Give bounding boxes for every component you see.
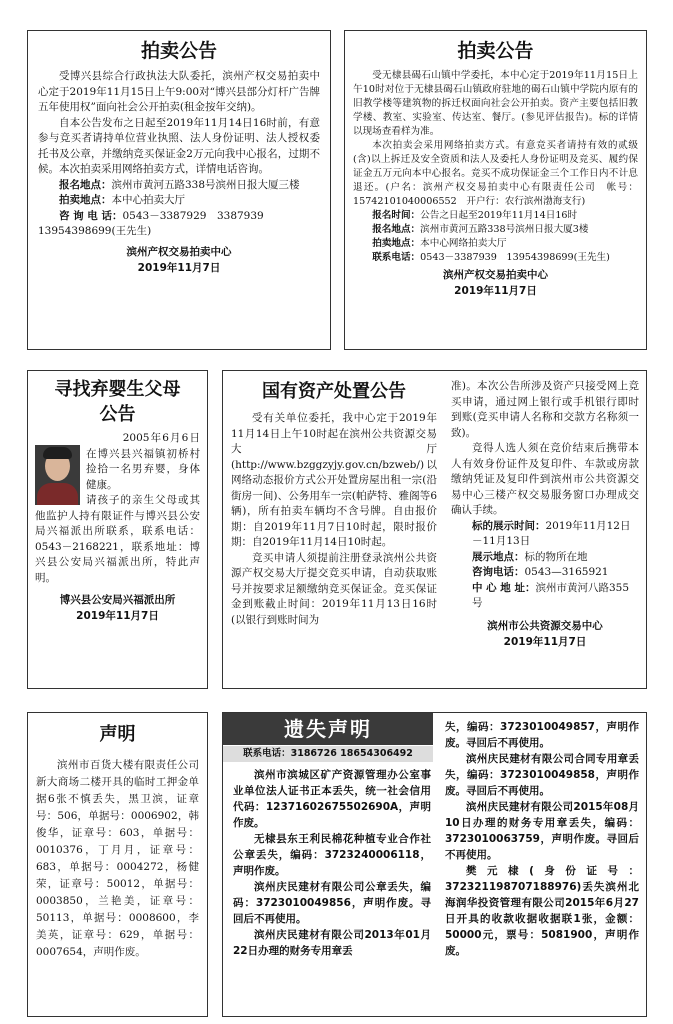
lost-item: 滨州庆民建材有限公司2013年01月22日办理的财务专用章丢: [233, 929, 431, 957]
notice-paragraph: 本次拍卖会采用网络拍卖方式。有意竞买者请持有效的贰级(含)以上拆迁及安全资质和法人及委托人身份证明及竞买、履约保证金五万元向本中心报名。竞买不成功保证金三个工作日内不计息退还。(户名：滨州产权交易拍卖中心有限责任公司 帐号：15742101040006552 开户行：农行滨州渤海支行): [353, 140, 638, 207]
left-column: [233, 767, 431, 959]
notice-paragraph: 受无棣县碣石山镇中学委托，本中心定于2019年11月15日上午10时对位于无棣县碣石山镇政府驻地的碣石山镇中学院内原有的旧教学楼等建筑物的拆迁权面向社会公开拍卖。资产主要包括旧教学楼、教室、实验室、传达室、餐厅。(参见评估报告)。标的详情以现场查看样为准。: [353, 70, 638, 137]
info-rows: [353, 209, 638, 265]
info-row: 标的展示时间：2019年11月12日－11月13日: [472, 519, 631, 547]
lost-declaration-notice: [222, 712, 647, 1017]
child-photo: [35, 445, 80, 505]
state-asset-disposal-notice: [222, 370, 647, 689]
notice-paragraph: 受博兴县综合行政执法大队委托，滨州产权交易拍卖中心定于2019年11月15日上午9:00对“博兴县部分灯杆广告牌五年使用权”面向社会公开拍卖(租金按年交纳)。: [38, 70, 320, 113]
info-row: 联系电话：0543－3387939 13954398699(王先生): [372, 252, 610, 263]
signature-org: 滨州市公共资源交易中心: [487, 619, 603, 632]
signature-date: 2019年11月7日: [76, 610, 159, 622]
declaration-notice: [27, 712, 208, 1017]
info-row: 中 心 地 址：滨州市黄河八路355号: [472, 581, 630, 609]
lost-item: 滨州庆民建材有限公司合同专用章丢失，编码：3723010049858，声明作废。寻回后不再使用。: [445, 753, 639, 797]
info-row: 拍卖地点：本中心网络拍卖大厅: [372, 238, 507, 249]
lost-item: 滨州庆民建材有限公司2015年08月10日办理的财务专用章丢失，编码：3723010063759，声明作废。寻回后不再使用。: [445, 801, 639, 861]
notice-title: 拍卖公告: [140, 40, 217, 62]
info-row: 报名地点：滨州市黄河五路338号滨州日报大厦3楼: [372, 224, 589, 235]
notice-paragraph: 自本公告发布之日起至2019年11月14日16时前，有意参与竞买者请持单位营业执照、法人身份证明、法人授权委托书及公章，并缴纳竞买保证金2万元向我中心报名，过期不候。本次拍卖采用网络拍卖方式，详情电话咨询。: [38, 116, 320, 175]
notice-title: [35, 377, 200, 427]
signature-date: 2019年11月7日: [137, 261, 221, 274]
notice-paragraph: 竞得人选人须在竞价结束后携带本人有效身份证件及复印件、车款或房款缴纳凭证及复印件到滨州市公共资源交易中心三楼产权交易服务窗口办理成交确认手续。: [451, 442, 639, 516]
lost-item: 滨州庆民建材有限公司公章丢失，编码：3723010049856，声明作废。寻回后不再使用。: [233, 881, 431, 925]
signature-date: 2019年11月7日: [454, 285, 537, 297]
info-rows: [451, 519, 639, 612]
notice-paragraph: 准)。本次公告所涉及资产只接受网上竞买申请，通过网上银行或手机银行即时到账(竞买申请人名称和交款方名称须一致)。: [451, 380, 639, 439]
auction-location: 拍卖地点：本中心拍卖大厅: [59, 194, 185, 206]
notice-title: 声明: [99, 724, 136, 745]
content: [35, 431, 200, 586]
notice-text: 2005年6月6日在博兴县兴福镇初桥村捡拾一名男弃婴，身体健康。: [86, 432, 200, 491]
signature-date: 2019年11月7日: [503, 635, 587, 648]
header-banner: [223, 713, 433, 745]
auction-notice-wudi: [344, 30, 647, 350]
contact-phone-2: 13954398699(王先生): [38, 225, 152, 237]
notice-text: 滨州市百货大楼有限责任公司新大商场二楼开具的临时工押金单据6张不慎丢失，黑卫滨，证章号：506，单据号：0006902，韩俊华，证章号：603，单据号：0010376，丁月月，证章号：683，单据号：0004272，杨健荣，证章号：50012，单据号：0003850，兰艳美，证章号：50113，单据号：0008600，李美英，证章号：629，单据号：0007654，声明作废。: [36, 759, 199, 958]
contact-phone: 咨 询 电 话：0543－3387929 3387939: [59, 209, 264, 222]
info-row: 咨询电话：0543—3165921: [472, 566, 609, 578]
left-column: [231, 377, 437, 628]
right-column: [451, 379, 639, 650]
lost-item: 滨州市滨城区矿产资源管理办公室事业单位法人证书正本丢失，统一社会信用代码：12371602675502690A，声明作废。: [233, 769, 431, 829]
right-column: [445, 719, 639, 959]
info-row: 报名时间：公告之日起至2019年11月14日16时: [372, 210, 578, 221]
lost-item: 失，编码：3723010049857，声明作废。寻回后不再使用。: [445, 721, 639, 749]
foundling-notice: [27, 370, 208, 689]
title-line-1: 寻找弃婴生父母: [54, 379, 181, 400]
signature-org: 滨州产权交易拍卖中心: [443, 269, 548, 281]
notice-paragraph: 竞买申请人须提前注册登录滨州公共资源产权交易大厅提交竞买申请，自动获取账号并按要求足额缴纳竞买保证金。竞买保证金到账截止时间：2019年11月13日16时(以银行到账时间为: [231, 551, 437, 626]
contact-bar: 联系电话：3186726 18654306492: [223, 746, 433, 762]
signature-org: 博兴县公安局兴福派出所: [59, 594, 176, 606]
notice-text: 请孩子的亲生父母或其他监护人持有限证件与博兴县公安局兴福派出所联系，联系电话：0543－2168221，联系地址：博兴县公安局兴福派出所，特此声明。: [35, 494, 200, 584]
info-row: 展示地点：标的物所在地: [472, 550, 588, 563]
notice-title: 拍卖公告: [457, 40, 534, 62]
signature-org: 滨州产权交易拍卖中心: [126, 245, 232, 258]
lost-item: 无棣县东王利民棉花种植专业合作社公章丢失，编码：3723240006118，声明作废。: [233, 833, 431, 877]
notice-paragraph: 受有关单位委托，我中心定于2019年11月14日上午10时起在滨州公共资源交易大厅(http://www.bzggzyjy.gov.cn/bzweb/)以网络动态报价方式公开处置房屋出租一宗(沿街房一间)、公务用车一宗(帕萨特、雅阁等6辆)，所有拍卖车辆均不含号牌。自由报价期：自2019年11月7日10时起，限时报价期：自2019年11月14日10时起。: [231, 412, 437, 548]
auction-notice-boxing: [27, 30, 331, 350]
title-line-2: 公告: [99, 404, 136, 425]
reg-location: 报名地点：滨州市黄河五路338号滨州日报大厦三楼: [59, 178, 300, 191]
notice-title: 遗失声明: [284, 717, 372, 741]
notice-title: 国有资产处置公告: [262, 381, 406, 402]
lost-item: 樊元棣(身份证号：372321198707188976)丢失滨州北海润华投资管理有限公司2015年6月27日开具的收款收据收据联1张，金额：50000元，票号：5081900，声明作废。: [445, 865, 639, 957]
